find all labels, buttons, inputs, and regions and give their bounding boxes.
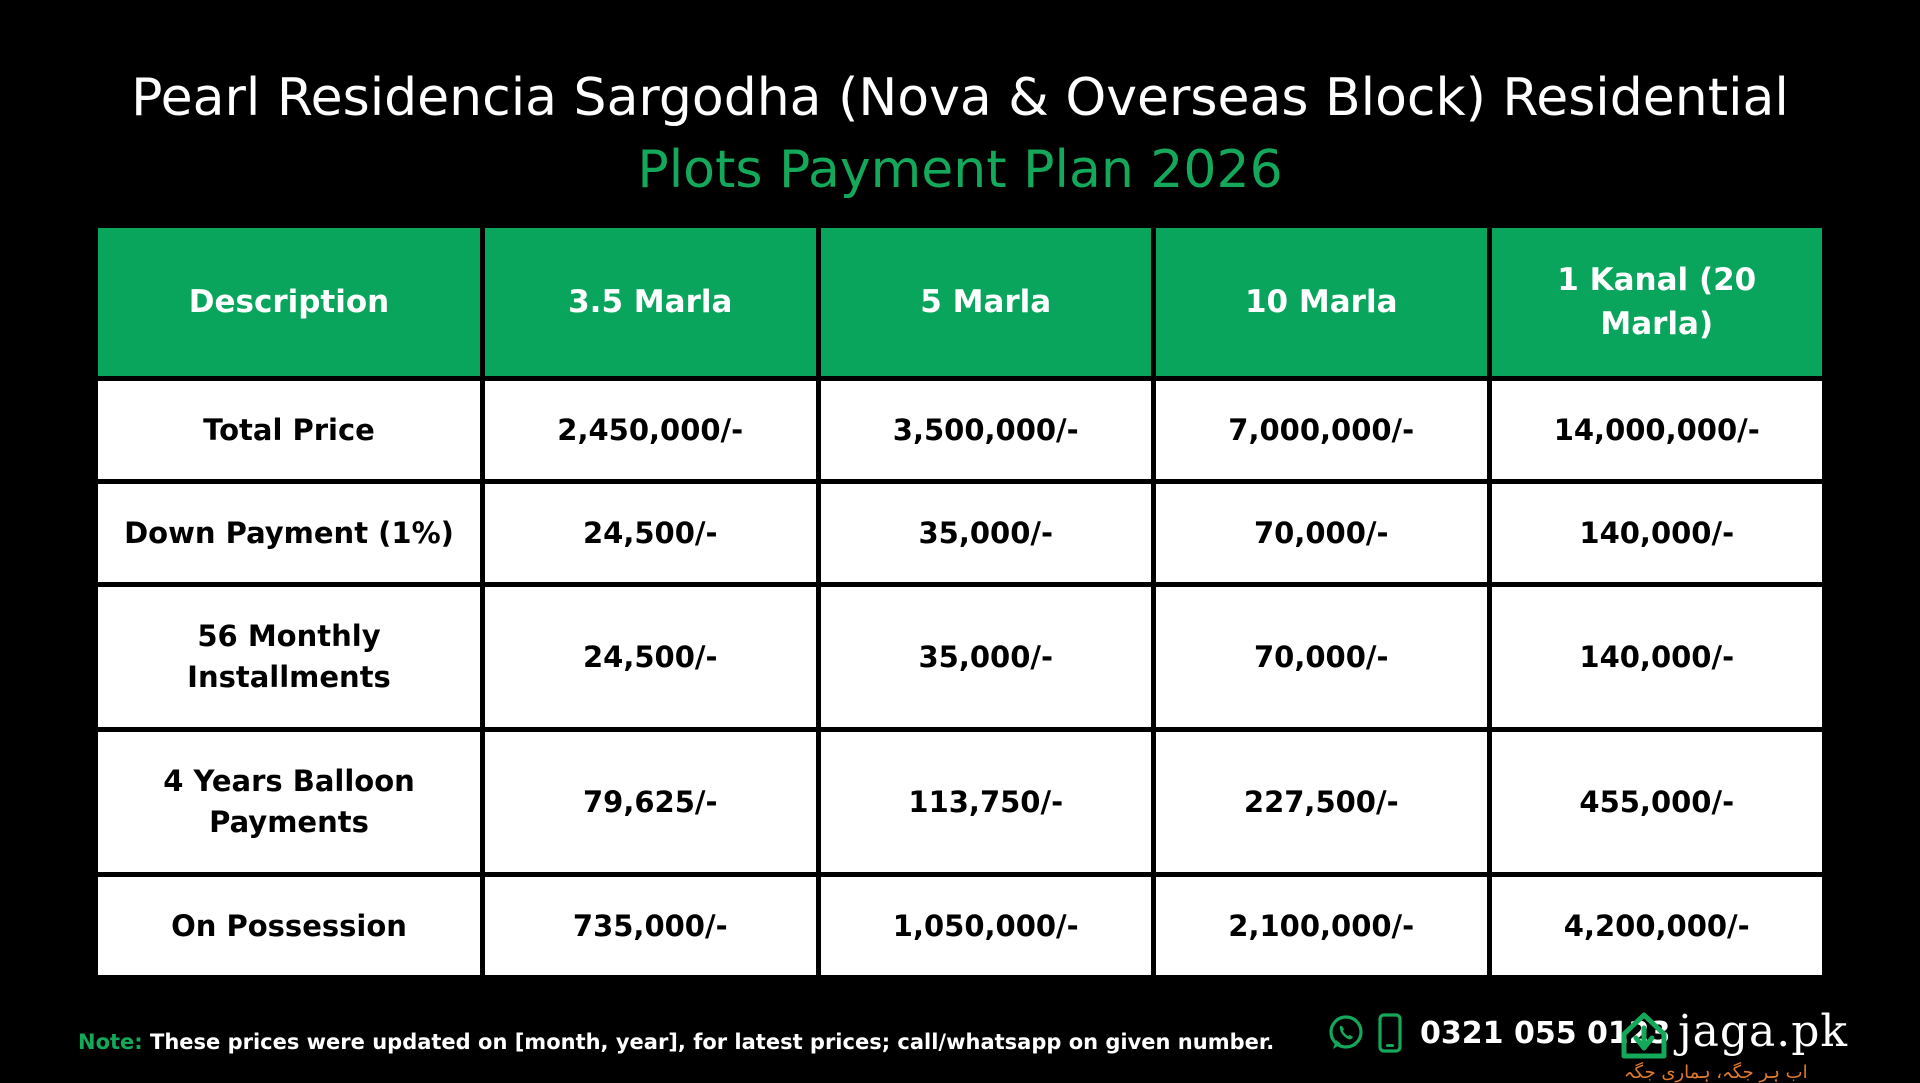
table-cell: 113,750/- (821, 732, 1152, 872)
table-row (98, 484, 1822, 582)
table-cell: 1,050,000/- (821, 877, 1152, 975)
header-3-5-marla: 3.5 Marla (485, 228, 816, 376)
table-row (98, 877, 1822, 975)
table-cell: 4,200,000/- (1492, 877, 1823, 975)
header-5-marla: 5 Marla (821, 228, 1152, 376)
table-cell: 3,500,000/- (821, 381, 1152, 479)
row-label: Down Payment (1%) (98, 484, 480, 582)
table-cell: 227,500/- (1156, 732, 1487, 872)
table-cell: 140,000/- (1492, 484, 1823, 582)
footer-note (78, 1030, 1274, 1054)
payment-plan-table (93, 223, 1827, 980)
note-text: These prices were updated on [month, year], for latest prices; call/whatsapp on given number. (142, 1030, 1275, 1054)
table-cell: 14,000,000/- (1492, 381, 1823, 479)
brand-name: jaga.pk (1678, 1006, 1849, 1057)
table-cell: 455,000/- (1492, 732, 1823, 872)
row-label: On Possession (98, 877, 480, 975)
title-line-1: Pearl Residencia Sargodha (Nova & Overseas Block) Residential (131, 68, 1789, 128)
payment-plan-table-wrap (98, 228, 1822, 975)
table-cell: 2,100,000/- (1156, 877, 1487, 975)
house-logo-icon (1620, 1010, 1668, 1060)
table-cell: 70,000/- (1156, 484, 1487, 582)
table-cell: 2,450,000/- (485, 381, 816, 479)
table-cell: 35,000/- (821, 587, 1152, 727)
phone-number[interactable]: 0321 055 0123 (1420, 1015, 1671, 1051)
contact-info (1326, 1010, 1671, 1056)
table-row (98, 381, 1822, 479)
table-cell: 140,000/- (1492, 587, 1823, 727)
table-cell: 24,500/- (485, 484, 816, 582)
table-cell: 79,625/- (485, 732, 816, 872)
note-label: Note: (78, 1030, 143, 1054)
mobile-phone-icon[interactable] (1376, 1013, 1404, 1053)
table-cell: 735,000/- (485, 877, 816, 975)
row-label: 4 Years Balloon Payments (98, 732, 480, 872)
table-cell: 70,000/- (1156, 587, 1487, 727)
header-1-kanal: 1 Kanal (20 Marla) (1492, 228, 1823, 376)
table-header-row (98, 228, 1822, 376)
table-cell: 35,000/- (821, 484, 1152, 582)
row-label: Total Price (98, 381, 480, 479)
title-line-2: Plots Payment Plan 2026 (637, 140, 1283, 200)
table-cell: 7,000,000/- (1156, 381, 1487, 479)
header-description: Description (98, 228, 480, 376)
page-title (0, 62, 1920, 206)
whatsapp-icon[interactable] (1326, 1013, 1366, 1053)
header-10-marla: 10 Marla (1156, 228, 1487, 376)
row-label: 56 Monthly Installments (98, 587, 480, 727)
table-row (98, 732, 1822, 872)
table-row (98, 587, 1822, 727)
table-cell: 24,500/- (485, 587, 816, 727)
brand-tagline: اب ہر جگہ، ہماری جگہ (1624, 1062, 1808, 1083)
brand-logo (1620, 1000, 1890, 1083)
